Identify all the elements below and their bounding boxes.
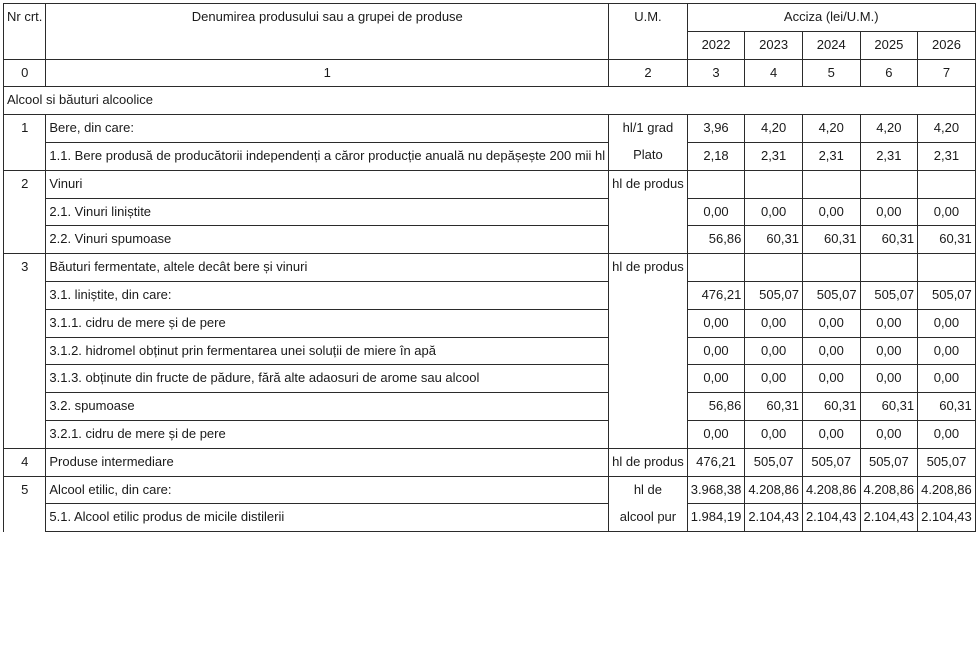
value-cell: 60,31 bbox=[860, 393, 918, 421]
value-cell: 0,00 bbox=[860, 198, 918, 226]
value-cell bbox=[860, 254, 918, 282]
product-name: 1.1. Bere produsă de producătorii independenți a căror producție anuală nu depășește 200 mii hl bbox=[46, 142, 609, 170]
value-cell: 3,96 bbox=[687, 115, 745, 143]
header-nr: Nr crt. bbox=[4, 4, 46, 60]
value-cell: 0,00 bbox=[860, 420, 918, 448]
value-cell: 2,31 bbox=[802, 142, 860, 170]
table-row bbox=[4, 281, 976, 309]
value-cell: 0,00 bbox=[745, 198, 803, 226]
value-cell: 0,00 bbox=[687, 198, 745, 226]
product-name: 5.1. Alcool etilic produs de micile distilerii bbox=[46, 504, 609, 532]
value-cell: 60,31 bbox=[745, 393, 803, 421]
product-name: 3.2.1. cidru de mere și de pere bbox=[46, 420, 609, 448]
value-cell: 56,86 bbox=[687, 393, 745, 421]
product-name: 3.1.2. hidromel obținut prin fermentarea unei soluții de miere în apă bbox=[46, 337, 609, 365]
value-cell: 0,00 bbox=[918, 365, 976, 393]
value-cell: 4.208,86 bbox=[745, 476, 803, 504]
value-cell: 2,31 bbox=[918, 142, 976, 170]
value-cell: 0,00 bbox=[918, 198, 976, 226]
value-cell: 0,00 bbox=[745, 309, 803, 337]
table-row bbox=[4, 393, 976, 421]
value-cell bbox=[802, 170, 860, 198]
header-product-name: Denumirea produsului sau a grupei de produse bbox=[46, 4, 609, 60]
value-cell: 0,00 bbox=[745, 420, 803, 448]
table-row bbox=[4, 337, 976, 365]
value-cell: 0,00 bbox=[918, 420, 976, 448]
value-cell bbox=[745, 254, 803, 282]
product-name: 3.1.3. obținute din fructe de pădure, fără alte adaosuri de arome sau alcool bbox=[46, 365, 609, 393]
value-cell: 0,00 bbox=[860, 365, 918, 393]
table-row bbox=[4, 365, 976, 393]
value-cell: 4,20 bbox=[860, 115, 918, 143]
value-cell: 0,00 bbox=[687, 420, 745, 448]
table-row bbox=[4, 115, 976, 143]
index-cell: 5 bbox=[802, 59, 860, 87]
product-name: Produse intermediare bbox=[46, 448, 609, 476]
header-year: 2024 bbox=[802, 31, 860, 59]
index-cell: 4 bbox=[745, 59, 803, 87]
table-row bbox=[4, 309, 976, 337]
unit-cell: Plato bbox=[609, 142, 688, 170]
value-cell: 2.104,43 bbox=[802, 504, 860, 532]
value-cell: 505,07 bbox=[860, 448, 918, 476]
product-name: Bere, din care: bbox=[46, 115, 609, 143]
product-name: 2.2. Vinuri spumoase bbox=[46, 226, 609, 254]
index-cell: 7 bbox=[918, 59, 976, 87]
value-cell: 0,00 bbox=[745, 337, 803, 365]
product-name: 3.2. spumoase bbox=[46, 393, 609, 421]
value-cell: 0,00 bbox=[745, 365, 803, 393]
value-cell: 4,20 bbox=[802, 115, 860, 143]
header-year: 2022 bbox=[687, 31, 745, 59]
value-cell: 0,00 bbox=[802, 337, 860, 365]
product-name: Alcool etilic, din care: bbox=[46, 476, 609, 504]
value-cell: 3.968,38 bbox=[687, 476, 745, 504]
row-number: 5 bbox=[4, 476, 46, 532]
value-cell: 0,00 bbox=[802, 420, 860, 448]
index-row bbox=[4, 59, 976, 87]
value-cell bbox=[860, 170, 918, 198]
value-cell: 0,00 bbox=[860, 309, 918, 337]
value-cell bbox=[802, 254, 860, 282]
value-cell: 0,00 bbox=[687, 337, 745, 365]
index-cell: 2 bbox=[609, 59, 688, 87]
product-name: Vinuri bbox=[46, 170, 609, 198]
value-cell: 60,31 bbox=[745, 226, 803, 254]
product-name: Băuturi fermentate, altele decât bere și vinuri bbox=[46, 254, 609, 282]
value-cell: 60,31 bbox=[802, 393, 860, 421]
value-cell: 0,00 bbox=[860, 337, 918, 365]
table-row bbox=[4, 170, 976, 198]
header-year: 2026 bbox=[918, 31, 976, 59]
header-year: 2023 bbox=[745, 31, 803, 59]
value-cell bbox=[918, 254, 976, 282]
index-cell: 6 bbox=[860, 59, 918, 87]
section-row bbox=[4, 87, 976, 115]
index-cell: 3 bbox=[687, 59, 745, 87]
value-cell: 60,31 bbox=[802, 226, 860, 254]
value-cell: 4.208,86 bbox=[918, 476, 976, 504]
value-cell: 4.208,86 bbox=[860, 476, 918, 504]
value-cell: 505,07 bbox=[802, 281, 860, 309]
value-cell: 0,00 bbox=[687, 365, 745, 393]
value-cell: 4,20 bbox=[745, 115, 803, 143]
value-cell: 2.104,43 bbox=[860, 504, 918, 532]
unit-cell: hl/1 grad bbox=[609, 115, 688, 143]
value-cell: 505,07 bbox=[745, 281, 803, 309]
value-cell: 1.984,19 bbox=[687, 504, 745, 532]
value-cell: 2.104,43 bbox=[745, 504, 803, 532]
table-row bbox=[4, 142, 976, 170]
row-number: 2 bbox=[4, 170, 46, 253]
excise-duty-table bbox=[3, 3, 976, 532]
row-number: 1 bbox=[4, 115, 46, 171]
unit-cell: hl de bbox=[609, 476, 688, 504]
value-cell: 0,00 bbox=[802, 365, 860, 393]
table-row bbox=[4, 448, 976, 476]
value-cell: 2,31 bbox=[745, 142, 803, 170]
index-cell: 1 bbox=[46, 59, 609, 87]
value-cell: 60,31 bbox=[918, 393, 976, 421]
value-cell: 60,31 bbox=[860, 226, 918, 254]
header-row-1 bbox=[4, 4, 976, 32]
unit-cell: hl de produs bbox=[609, 170, 688, 253]
value-cell: 0,00 bbox=[918, 337, 976, 365]
value-cell bbox=[918, 170, 976, 198]
value-cell: 2,18 bbox=[687, 142, 745, 170]
value-cell: 505,07 bbox=[918, 281, 976, 309]
value-cell: 0,00 bbox=[802, 198, 860, 226]
value-cell: 0,00 bbox=[802, 309, 860, 337]
value-cell bbox=[687, 254, 745, 282]
row-number: 3 bbox=[4, 254, 46, 449]
value-cell: 60,31 bbox=[918, 226, 976, 254]
table-row bbox=[4, 254, 976, 282]
table-row bbox=[4, 226, 976, 254]
header-unit: U.M. bbox=[609, 4, 688, 60]
value-cell: 4,20 bbox=[918, 115, 976, 143]
value-cell: 476,21 bbox=[687, 281, 745, 309]
table-row bbox=[4, 420, 976, 448]
table-row bbox=[4, 198, 976, 226]
value-cell: 56,86 bbox=[687, 226, 745, 254]
section-title: Alcool si băuturi alcoolice bbox=[4, 87, 976, 115]
value-cell: 0,00 bbox=[687, 309, 745, 337]
value-cell: 505,07 bbox=[745, 448, 803, 476]
header-year: 2025 bbox=[860, 31, 918, 59]
unit-cell: hl de produs bbox=[609, 254, 688, 449]
value-cell: 2,31 bbox=[860, 142, 918, 170]
value-cell: 505,07 bbox=[860, 281, 918, 309]
unit-cell: alcool pur bbox=[609, 504, 688, 532]
value-cell: 476,21 bbox=[687, 448, 745, 476]
header-excise: Acciza (lei/U.M.) bbox=[687, 4, 975, 32]
value-cell: 505,07 bbox=[802, 448, 860, 476]
product-name: 3.1. liniștite, din care: bbox=[46, 281, 609, 309]
excise-table-container bbox=[3, 3, 976, 532]
value-cell: 2.104,43 bbox=[918, 504, 976, 532]
value-cell bbox=[745, 170, 803, 198]
row-number: 4 bbox=[4, 448, 46, 476]
product-name: 2.1. Vinuri liniștite bbox=[46, 198, 609, 226]
value-cell: 4.208,86 bbox=[802, 476, 860, 504]
value-cell: 505,07 bbox=[918, 448, 976, 476]
value-cell bbox=[687, 170, 745, 198]
unit-cell: hl de produs bbox=[609, 448, 688, 476]
index-cell: 0 bbox=[4, 59, 46, 87]
table-row bbox=[4, 504, 976, 532]
product-name: 3.1.1. cidru de mere și de pere bbox=[46, 309, 609, 337]
value-cell: 0,00 bbox=[918, 309, 976, 337]
table-row bbox=[4, 476, 976, 504]
